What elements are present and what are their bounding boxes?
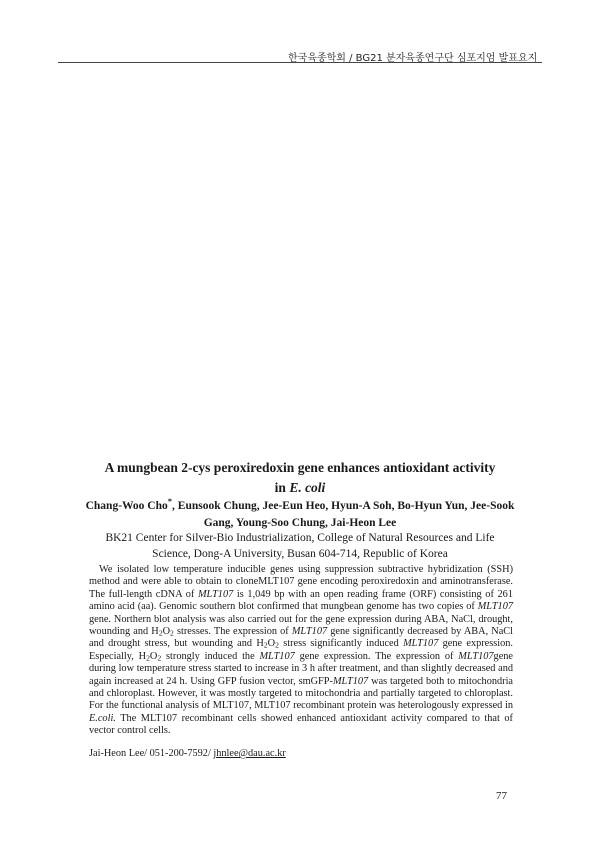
email-link[interactable]: jhnlee@dau.ac.kr <box>213 748 286 759</box>
abstract-text: strongly induced the <box>161 650 260 662</box>
first-author: Chang-Woo Cho <box>85 500 168 512</box>
title-line-2-prefix: in <box>274 480 290 495</box>
abstract-text: gene significantly decreased by ABA, NaCl and drought stress, but wounding and H <box>89 626 514 650</box>
subscript: 2 <box>170 628 174 638</box>
abstract-text: gene expression. The expression of <box>294 650 459 662</box>
gene-name: MLT107 <box>332 675 369 687</box>
abstract-text: was targeted both to mitochondria and chloroplast. However, it was mostly targeted to mitochondria and partially targeted to chloroplast. For the functional analysis of MLT107, MLT107 recombinant protein was heterologously expressed in <box>89 675 513 712</box>
running-header: 한국육종학회 / BG21 분자육종연구단 심포지엄 발표요지 <box>288 53 538 64</box>
gene-name: MLT107 <box>403 638 439 650</box>
co-authors: , Eunsook Chung, Jee-Eun Heo, Hyun-A Soh, Bo-Hyun Yun, Jee-Sook Gang, Young-Soo Chung, Jai-Heon Lee <box>172 500 515 529</box>
abstract-text: gene expression. Especially, H <box>89 638 514 662</box>
abstract-text: gene. Northern blot analysis was also carried out for the gene expression during ABA, NaCl, drought, wounding and H <box>89 613 513 638</box>
abstract-text: We isolated low temperature inducible genes using suppression subtractive hybridization (SSH) method and were able to obtain to cloneMLT107 gene encoding peroxiredoxin and aminotransferase. The full-length cDNA of <box>89 564 513 600</box>
abstract-text: O <box>162 626 170 638</box>
subscript: 2 <box>158 628 163 638</box>
contact-info: Jai-Heon Lee/ 051-200-7592/ <box>89 748 214 759</box>
gene-name: MLT107 <box>458 650 494 662</box>
author-list <box>80 498 520 532</box>
subscript: 2 <box>157 653 162 663</box>
abstract-text: is 1,049 bp with an open reading frame (ORF) consisting of 261 amino acid (aa). Genomic southern blot confirmed that mungbean genome has two copies of <box>89 588 513 613</box>
page-number: 77 <box>496 790 507 802</box>
affiliation-line-2: Science, Dong-A University, Busan 604-714, Republic of Korea <box>152 548 448 560</box>
abstract-text: stresses. The expression of <box>173 626 292 638</box>
abstract-text: O <box>267 638 276 650</box>
affiliation-line-1: BK21 Center for Silver-Bio Industrialization, College of Natural Resources and Life <box>105 532 495 544</box>
abstract-text: O <box>149 650 158 662</box>
organism-name: E.coli. <box>89 712 116 724</box>
paper-title <box>70 458 530 498</box>
subscript: 2 <box>263 640 268 650</box>
abstract-text: gene during low temperature stress started to increase in 3 h after treatment, and than slightly decreased and again increased at 24 h. Using GFP fusion vector, smGFP- <box>89 650 513 687</box>
abstract-text: The MLT107 recombinant cells showed enhanced antioxidant activity compared to that of vector control cells. <box>89 712 513 737</box>
abstract-text: stress significantly induced <box>278 638 404 650</box>
gene-name: MLT107 <box>197 588 234 600</box>
corresponding-mark: * <box>167 496 173 507</box>
affiliation <box>80 530 520 562</box>
contact-line <box>89 748 286 760</box>
title-organism: E. coli <box>289 480 326 495</box>
title-line-1: A mungbean 2-cys peroxiredoxin gene enhances antioxidant activity <box>104 460 496 475</box>
subscript: 2 <box>146 653 150 663</box>
gene-name: MLT107 <box>291 626 328 638</box>
gene-name: MLT107 <box>477 601 513 613</box>
gene-name: MLT107 <box>259 650 295 662</box>
abstract-body <box>89 564 513 738</box>
subscript: 2 <box>275 640 279 650</box>
header-rule <box>58 62 542 63</box>
